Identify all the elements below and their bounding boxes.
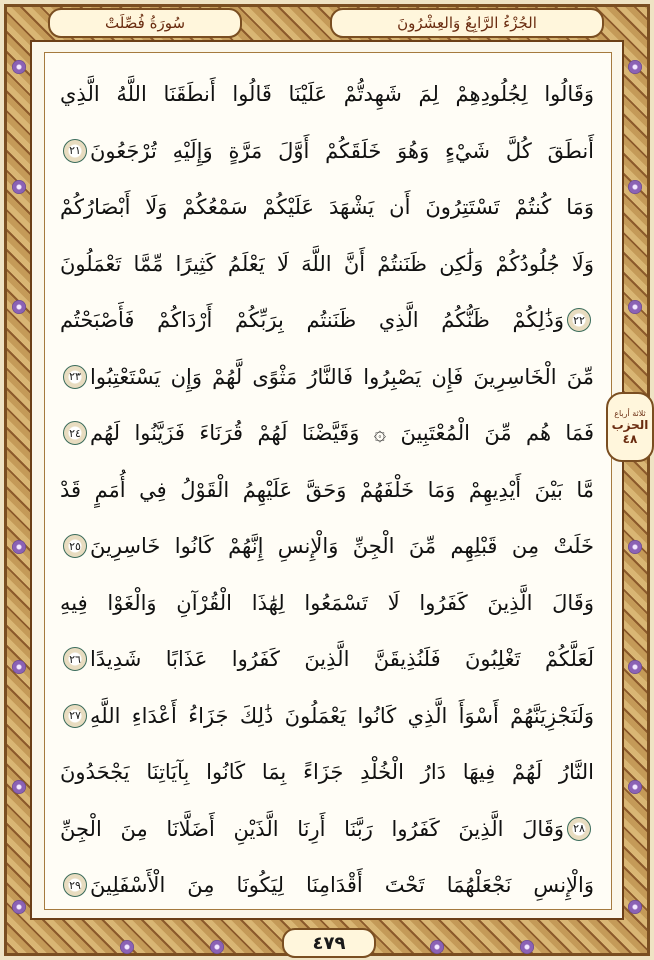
ayah-number-marker: ٢٥	[63, 534, 87, 558]
verse-line	[60, 744, 594, 801]
flower-ornament-icon	[628, 60, 642, 74]
surah-title: سُورَةُ فُصِّلَتْ	[48, 8, 242, 38]
hizb-label: الحزب	[611, 417, 649, 432]
verse-text: وَلَا جُلُودُكُمْ وَلَٰكِن ظَنَنتُمْ أَنَّ اللَّهَ لَا يَعْلَمُ كَثِيرًا مِّمَّا تَعْمَلُونَ	[60, 251, 594, 276]
verse-line	[60, 801, 594, 858]
ayah-number-marker: ٢٣	[63, 365, 87, 389]
verse-line	[60, 688, 594, 745]
flower-ornament-icon	[120, 940, 134, 954]
flower-ornament-icon	[12, 180, 26, 194]
ayah-number-marker: ٢١	[63, 139, 87, 163]
flower-ornament-icon	[12, 540, 26, 554]
verse-text: خَلَتْ مِن قَبْلِهِم مِّنَ الْجِنِّ وَالْإِنسِ إِنَّهُمْ كَانُوا خَاسِرِينَ	[90, 534, 594, 559]
ayah-number-marker: ٢٩	[63, 873, 87, 897]
flower-ornament-icon	[12, 900, 26, 914]
flower-ornament-icon	[628, 660, 642, 674]
flower-ornament-icon	[12, 780, 26, 794]
verse-line	[60, 462, 594, 519]
verse-text: وَقَالَ الَّذِينَ كَفَرُوا رَبَّنَا أَرِنَا الَّذَيْنِ أَضَلَّانَا مِنَ الْجِنِّ	[60, 816, 564, 841]
verse-lines	[60, 66, 594, 914]
ayah-number-marker: ٢٨	[567, 817, 591, 841]
verse-text: وَقَالَ الَّذِينَ كَفَرُوا لَا تَسْمَعُوا لِهَٰذَا الْقُرْآنِ وَالْغَوْا فِيهِ	[60, 590, 594, 615]
verse-line	[60, 857, 594, 914]
verse-text: وَمَا كُنتُمْ تَسْتَتِرُونَ أَن يَشْهَدَ عَلَيْكُمْ سَمْعُكُمْ وَلَا أَبْصَارُكُمْ	[60, 195, 594, 220]
verse-line	[60, 66, 594, 123]
ayah-number-marker: ٢٢	[567, 308, 591, 332]
flower-ornament-icon	[628, 540, 642, 554]
flower-ornament-icon	[12, 300, 26, 314]
verse-text: مَّا بَيْنَ أَيْدِيهِمْ وَمَا خَلْفَهُمْ وَحَقَّ عَلَيْهِمُ الْقَوْلُ فِي أُمَمٍ قَدْ	[60, 477, 594, 502]
ayah-number-marker: ٢٦	[63, 647, 87, 671]
verse-line	[60, 631, 594, 688]
juz-title: الجُزْءُ الرَّابِعُ وَالعِشْرُونَ	[330, 8, 604, 38]
verse-line	[60, 179, 594, 236]
hizb-marker	[606, 392, 654, 462]
flower-ornament-icon	[628, 180, 642, 194]
hizb-number: ٤٨	[622, 431, 638, 446]
flower-ornament-icon	[210, 940, 224, 954]
verse-line	[60, 292, 594, 349]
verse-text: النَّارُ لَهُمْ فِيهَا دَارُ الْخُلْدِ جَزَاءً بِمَا كَانُوا بِآيَاتِنَا يَجْحَدُونَ	[60, 760, 594, 785]
verse-text: لَعَلَّكُمْ تَغْلِبُونَ فَلَنُذِيقَنَّ الَّذِينَ كَفَرُوا عَذَابًا شَدِيدًا	[90, 647, 594, 672]
ayah-number-marker: ٢٧	[63, 704, 87, 728]
verse-text: مِّنَ الْخَاسِرِينَ فَإِن يَصْبِرُوا فَالنَّارُ مَثْوًى لَّهُمْ وَإِن يَسْتَعْتِبُوا	[90, 364, 594, 389]
flower-ornament-icon	[12, 60, 26, 74]
page-number: ٤٧٩	[282, 928, 376, 958]
verse-line	[60, 518, 594, 575]
hizb-quarter-label: ثلاثة أرباع	[614, 408, 646, 418]
verse-text: فَمَا هُم مِّنَ الْمُعْتَبِينَ ۞ وَقَيَّضْنَا لَهُمْ قُرَنَاءَ فَزَيَّنُوا لَهُم	[90, 421, 594, 446]
verse-text: وَقَالُوا لِجُلُودِهِمْ لِمَ شَهِدتُّمْ عَلَيْنَا قَالُوا أَنطَقَنَا اللَّهُ الَّذِي	[60, 82, 594, 107]
verse-text: وَلَنَجْزِيَنَّهُمْ أَسْوَأَ الَّذِي كَانُوا يَعْمَلُونَ ذَٰلِكَ جَزَاءُ أَعْدَاءِ اللَّهِ	[90, 703, 594, 728]
flower-ornament-icon	[628, 900, 642, 914]
verse-line	[60, 123, 594, 180]
verse-text: أَنطَقَ كُلَّ شَيْءٍ وَهُوَ خَلَقَكُمْ أَوَّلَ مَرَّةٍ وَإِلَيْهِ تُرْجَعُونَ	[90, 138, 594, 163]
verse-line	[60, 405, 594, 462]
verse-text: وَذَٰلِكُمْ ظَنُّكُمُ الَّذِي ظَنَنتُم بِرَبِّكُمْ أَرْدَاكُمْ فَأَصْبَحْتُم	[60, 308, 564, 333]
flower-ornament-icon	[628, 300, 642, 314]
flower-ornament-icon	[430, 940, 444, 954]
flower-ornament-icon	[628, 780, 642, 794]
verse-text: وَالْإِنسِ نَجْعَلْهُمَا تَحْتَ أَقْدَامِنَا لِيَكُونَا مِنَ الْأَسْفَلِينَ	[90, 873, 594, 898]
flower-ornament-icon	[12, 660, 26, 674]
verse-line	[60, 236, 594, 293]
flower-ornament-icon	[520, 940, 534, 954]
ayah-number-marker: ٢٤	[63, 421, 87, 445]
verse-line	[60, 349, 594, 406]
verse-line	[60, 575, 594, 632]
